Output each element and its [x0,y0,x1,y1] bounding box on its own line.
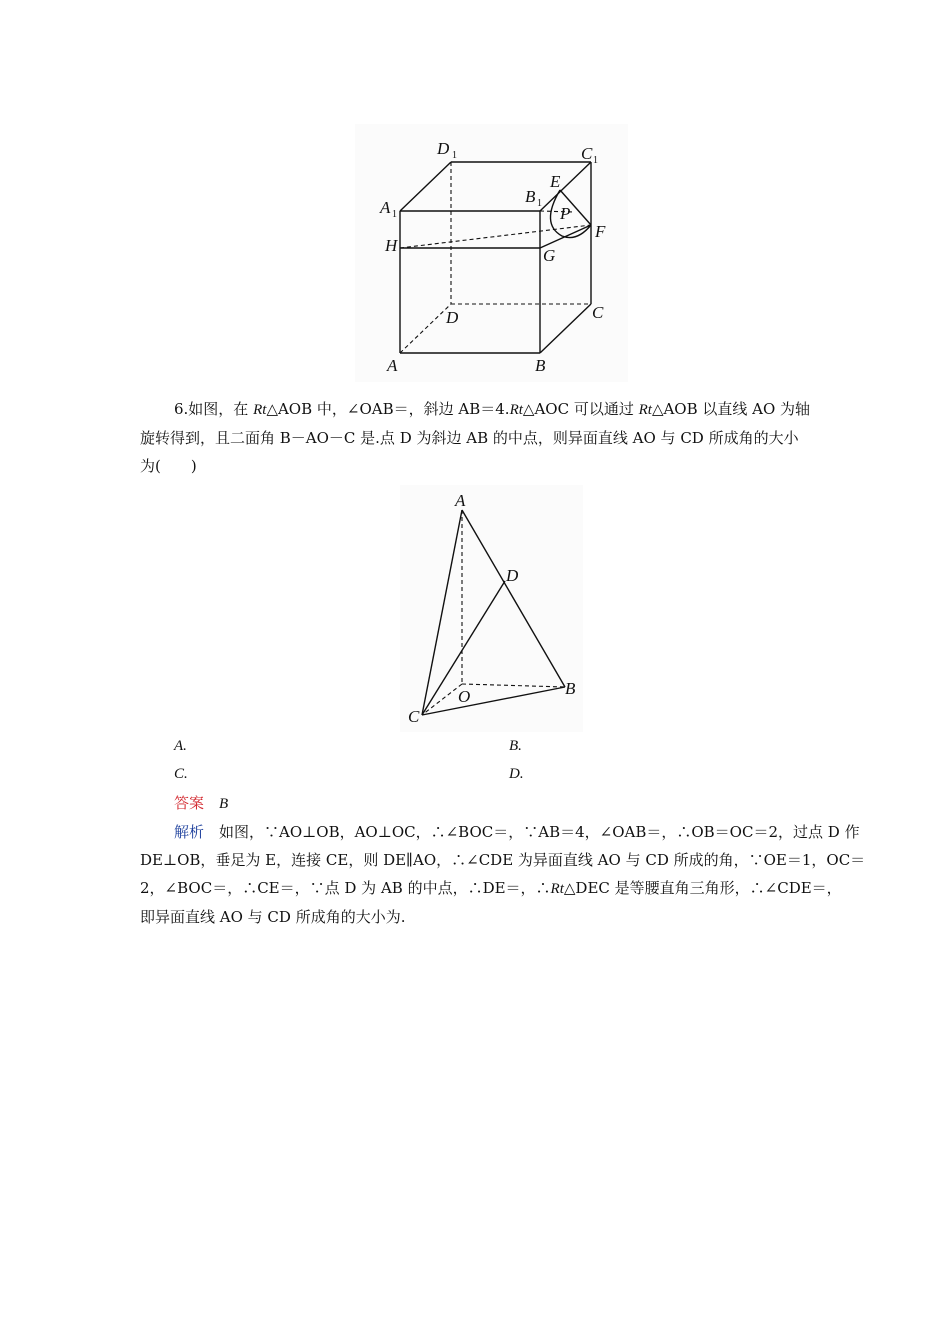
answer-label: 答案 [174,794,205,812]
label-C1: C [581,144,593,163]
label-B1: B [525,187,536,206]
option-c[interactable]: C. [174,766,188,782]
label-D: D [446,308,459,327]
label-A: A [455,491,466,510]
label-E: E [550,172,561,191]
cube-diagram [355,124,628,382]
solution-block [140,789,866,931]
label-B: B [535,356,546,375]
answer-value: B [219,796,229,812]
label-A1: A [380,198,391,217]
analysis-line-4: 即异面直线 AO 与 CD 所成角的大小为. [140,908,406,926]
option-d[interactable]: D. [509,766,524,782]
label-P: P [560,204,571,223]
analysis-line-2: DE⊥OB，垂足为 E，连接 CE，则 DE∥AO，∴∠CDE 为异面直线 AO 与 CD 所成的角，∵OE＝1，OC＝ [140,851,866,869]
label-B1-sub: 1 [537,198,542,209]
answer-line [140,789,810,818]
question-line-2: 旋转得到，且二面角 B－AO－C 是.点 D 为斜边 AB 的中点，则异面直线 AO 与 CD 所成角的大小 [140,429,799,447]
label-G: G [543,246,556,265]
label-C: C [408,707,420,726]
label-C1-sub: 1 [593,155,598,166]
label-C: C [592,303,604,322]
label-D1: D [437,139,450,158]
question-line-1: 6.如图，在 Rt△AOB 中，∠OAB＝，斜边 AB＝4.Rt△AOC 可以通过 Rt△AOB 以直线 AO 为轴 [174,400,811,418]
label-D: D [506,566,519,585]
label-B: B [565,679,576,698]
cube-figure [355,124,628,382]
label-A1-sub: 1 [392,209,397,220]
tetrahedron-diagram [400,485,583,732]
analysis-line-1: 解析 如图，∵AO⊥OB，AO⊥OC，∴∠BOC＝，∵AB＝4，∠OAB＝，∴OB＝OC＝2，过点 D 作 [174,823,860,841]
label-D1-sub: 1 [452,150,457,161]
label-F: F [595,222,606,241]
tetrahedron-figure [400,485,583,732]
analysis-label: 解析 [174,823,205,841]
label-O: O [458,687,471,706]
label-A: A [387,356,398,375]
option-b[interactable]: B. [509,738,522,754]
question-text [140,395,810,480]
option-a[interactable]: A. [174,738,187,754]
label-H: H [385,236,398,255]
question-line-3: 为( ) [140,457,197,475]
analysis-line-3: 2，∠BOC＝，∴CE＝，∵点 D 为 AB 的中点，∴DE＝，∴Rt△DEC 是等腰直角三角形，∴∠CDE＝， [140,879,842,897]
